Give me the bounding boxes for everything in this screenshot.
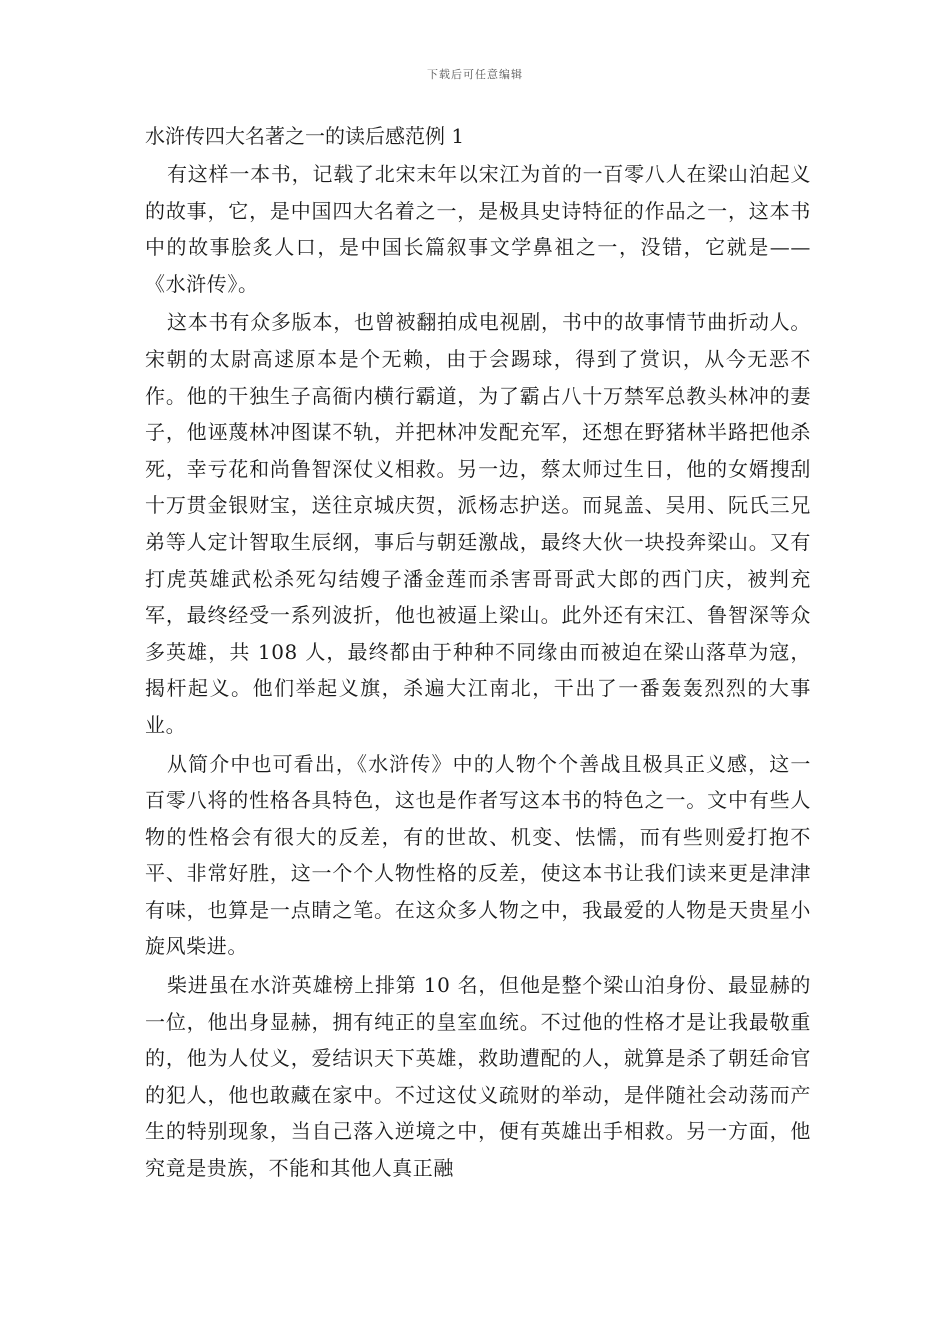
paragraph-2: 这本书有众多版本，也曾被翻拍成电视剧，书中的故事情节曲折动人。宋朝的太尉高逑原本是个无赖，由于会踢球，得到了赏识，从今无恶不作。他的干独生子高衙内横行霸道，为了霸占八十万禁军总教头林冲的妻子，他诬蔑林冲图谋不轨，并把林冲发配充军，还想在野猪林半路把他杀死，幸亏花和尚鲁智深仗义相救。另一边，蔡太师过生日，他的女婿搜刮十万贯金银财宝，送往京城庆贺，派杨志护送。而晁盖、吴用、阮氏三兄弟等人定计智取生辰纲，事后与朝廷激战，最终大伙一块投奔梁山。又有打虎英雄武松杀死勾结嫂子潘金莲而杀害哥哥武大郎的西门庆，被判充军，最终经受一系列波折，他也被逼上梁山。此外还有宋江、鲁智深等众多英雄，共 108 人，最终都由于种种不同缘由而被迫在梁山落草为寇，揭杆起义。他们举起义旗，杀遍大江南北，干出了一番轰轰烈烈的大事业。 (145, 310, 811, 737)
paragraph-1: 有这样一本书，记载了北宋末年以宋江为首的一百零八人在梁山泊起义的故事，它，是中国四大名着之一，是极具史诗特征的作品之一，这本书中的故事脍炙人口，是中国长篇叙事文学鼻祖之一，没错，它就是——《水浒传》。 (145, 162, 811, 296)
paragraph-3: 从简介中也可看出，《水浒传》中的人物个个善战且极具正义感，这一百零八将的性格各具特色，这也是作者写这本书的特色之一。文中有些人物的性格会有很大的反差，有的世故、机变、怯懦，而有些则爱打抱不平、非常好胜，这一个个人物性格的反差，使这本书让我们读来更是津津有味，也算是一点睛之笔。在这众多人物之中，我最爱的人物是天贵星小旋风柴进。 (145, 751, 811, 959)
document-title: 水浒传四大名著之一的读后感范例 1 (145, 124, 465, 148)
paragraph-4: 柴进虽在水浒英雄榜上排第 10 名，但他是整个梁山泊身份、最显赫的一位，他出身显赫，拥有纯正的皇室血统。不过他的性格才是让我最敬重的，他为人仗义，爱结识天下英雄，救助遭配的人，就算是杀了朝廷命官的犯人，他也敢藏在家中。不过这仗义疏财的举动，是伴随社会动荡而产生的特别现象，当自己落入逆境之中，便有英雄出手相救。另一方面，他究竟是贵族，不能和其他人真正融 (145, 973, 811, 1181)
document-body (145, 118, 811, 1189)
header-note: 下载后可任意编辑 (427, 68, 523, 81)
